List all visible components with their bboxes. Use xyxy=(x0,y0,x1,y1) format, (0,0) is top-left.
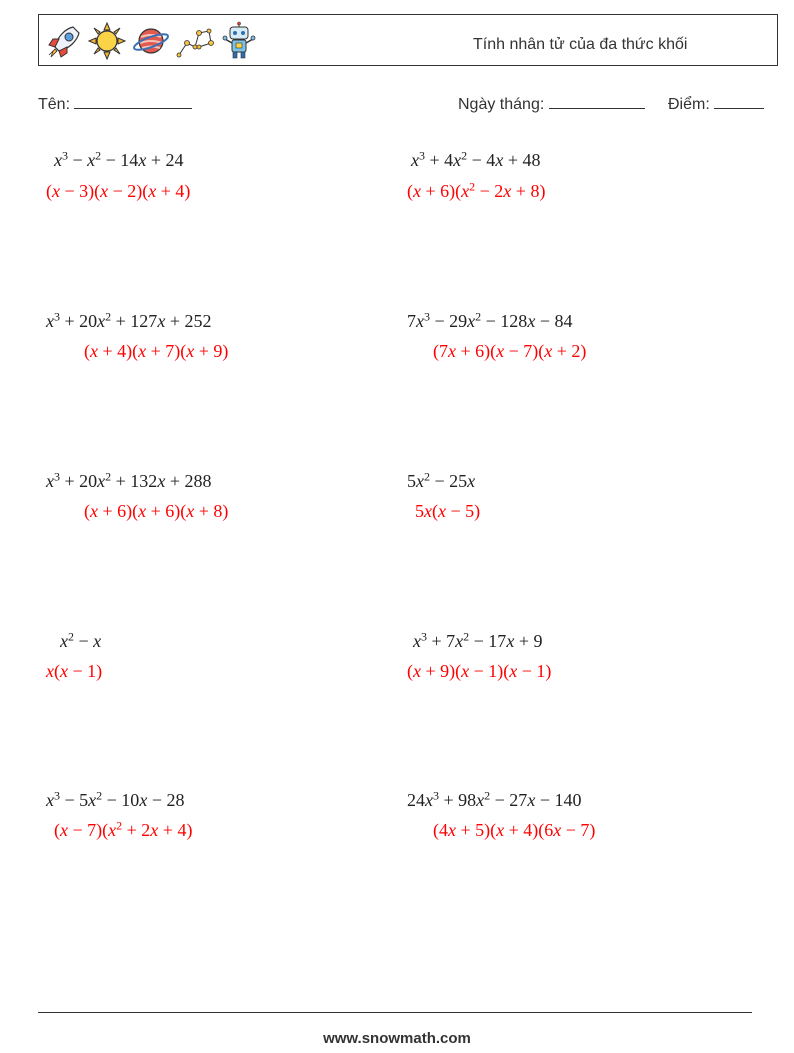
answer-1: (x − 3)(x − 2)(x + 4) xyxy=(46,181,191,201)
problem-5: $x^3 + 20x^2 + 132x + 288$ xyxy=(46,469,212,491)
problem-10: $24x^3 + 98x^2 - 27x - 140$ xyxy=(407,788,582,810)
answer-5: (x + 6)(x + 6)(x + 8) xyxy=(84,501,229,521)
answer-8: (x + 9)(x − 1)(x − 1) xyxy=(407,661,552,681)
rocket-icon xyxy=(43,21,83,61)
header-icons xyxy=(43,21,259,61)
name-label: Tên: xyxy=(38,96,71,113)
name-blank xyxy=(74,94,192,109)
planet-icon xyxy=(131,21,171,61)
sun-icon xyxy=(87,21,127,61)
problem-6: $5x^2 - 25x$ xyxy=(407,469,476,491)
answer-9: $(x - 7)(x^2 + 2x + 4)$ xyxy=(54,818,193,840)
score-field xyxy=(668,94,764,114)
problem-4: $7x^3 - 29x^2 - 128x - 84$ xyxy=(407,309,573,331)
worksheet-header xyxy=(38,14,778,66)
footer-url: www.snowmath.com xyxy=(323,1030,471,1047)
name-field xyxy=(38,94,192,114)
date-blank xyxy=(549,94,645,109)
worksheet-title: Tính nhân tử của đa thức khối xyxy=(473,36,688,53)
answer-7: x(x − 1) xyxy=(46,661,103,681)
problem-7: $x^2 - x$ xyxy=(60,629,102,651)
answer-6: 5x(x − 5) xyxy=(415,501,481,521)
robot-icon xyxy=(219,21,259,61)
problem-9: $x^3 - 5x^2 - 10x - 28$ xyxy=(46,788,185,810)
date-field xyxy=(458,94,645,114)
problem-3: $x^3 + 20x^2 + 127x + 252$ xyxy=(46,309,212,331)
score-label: Điểm: xyxy=(668,96,710,113)
footer-divider xyxy=(38,1012,752,1013)
problem-8: $x^3 + 7x^2 - 17x + 9$ xyxy=(413,629,543,651)
problem-2: $x^3 + 4x^2 - 4x + 48$ xyxy=(411,148,541,170)
answer-2: $(x + 6)(x^2 - 2x + 8)$ xyxy=(407,179,546,201)
score-blank xyxy=(714,94,764,109)
answer-3: (x + 4)(x + 7)(x + 9) xyxy=(84,341,229,361)
answer-10: (4x + 5)(x + 4)(6x − 7) xyxy=(433,820,596,840)
problem-1: $x^3 - x^2 - 14x + 24$ xyxy=(54,148,184,170)
constellation-icon xyxy=(175,21,215,61)
date-label: Ngày tháng: xyxy=(458,96,545,113)
answer-4: (7x + 6)(x − 7)(x + 2) xyxy=(433,341,587,361)
